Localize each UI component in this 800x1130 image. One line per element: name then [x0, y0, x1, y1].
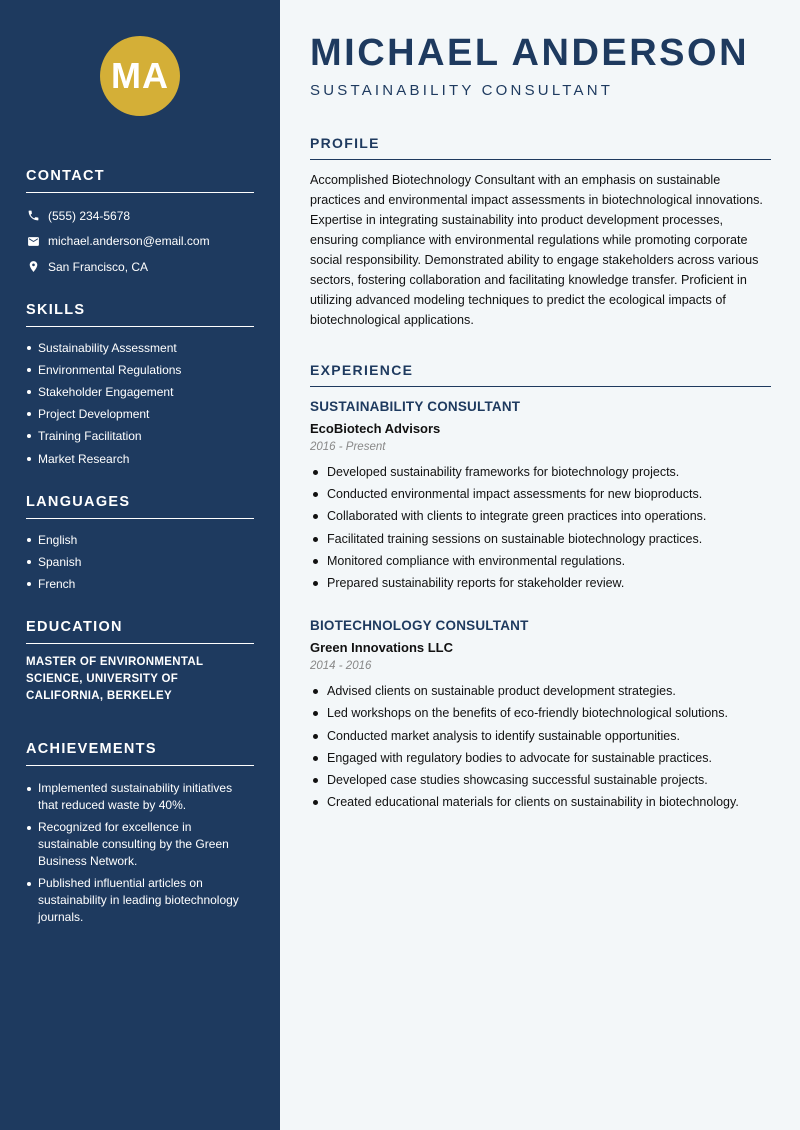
achievements-section [26, 741, 254, 926]
education-heading: EDUCATION [26, 619, 254, 644]
job-role: BIOTECHNOLOGY CONSULTANT [310, 618, 529, 634]
duty-item: Prepared sustainability reports for stakeholder review. [310, 572, 771, 594]
duty-item: Collaborated with clients to integrate green practices into operations. [310, 505, 771, 527]
location-pin-icon [26, 260, 40, 274]
contact-section [26, 168, 254, 280]
profile-heading: PROFILE [310, 135, 771, 160]
experience-heading: EXPERIENCE [310, 362, 771, 387]
main-content [280, 0, 800, 1130]
profile-text: Accomplished Biotechnology Consultant with an emphasis on sustainable practices and environmental impact assessments in biotechnological innovations. Expertise in integrating sustainability into product development processes, ensuring compliance with environmental regulations while promoting corporate social responsibility. Demonstrated ability to engage stakeholders across various sectors, fostering collaboration and facilitating knowledge transfer. Proficient in utilizing advanced modeling techniques to predict the ecological impacts of biotechnological applications. [310, 173, 763, 327]
contact-email-text: michael.anderson@email.com [48, 234, 210, 249]
contact-list [26, 203, 254, 280]
duty-item: Created educational materials for clients on sustainability in biotechnology. [310, 791, 771, 813]
skill-item: Project Development [26, 403, 254, 425]
job-dates: 2016 - Present [310, 441, 386, 453]
duty-item: Monitored compliance with environmental regulations. [310, 550, 771, 572]
sidebar [0, 0, 280, 1130]
duty-item: Developed case studies showcasing successful sustainable projects. [310, 769, 771, 791]
skills-section [26, 302, 254, 470]
achievements-list [26, 780, 254, 926]
contact-email [26, 229, 254, 255]
duty-item: Advised clients on sustainable product development strategies. [310, 680, 771, 702]
language-item: French [26, 573, 254, 595]
skill-item: Environmental Regulations [26, 359, 254, 381]
contact-heading: CONTACT [26, 168, 254, 193]
job-duties [310, 461, 771, 594]
achievement-item: Implemented sustainability initiatives that reduced waste by 40%. [26, 780, 254, 814]
duty-item: Engaged with regulatory bodies to advocate for sustainable practices. [310, 747, 771, 769]
language-item: Spanish [26, 551, 254, 573]
contact-location [26, 254, 254, 280]
language-item: English [26, 529, 254, 551]
languages-heading: LANGUAGES [26, 494, 254, 519]
candidate-title: SUSTAINABILITY CONSULTANT [310, 82, 614, 99]
contact-phone-text: (555) 234-5678 [48, 208, 131, 223]
profile-section [310, 135, 771, 330]
achievements-heading: ACHIEVEMENTS [26, 741, 254, 766]
job-entry [310, 399, 771, 594]
job-company: EcoBiotech Advisors [310, 421, 441, 436]
education-degree: MASTER OF ENVIRONMENTAL SCIENCE, UNIVERSITY OF CALIFORNIA, BERKELEY [26, 656, 204, 703]
achievement-item: Published influential articles on sustainability in leading biotechnology journals. [26, 875, 254, 926]
skills-list [26, 337, 254, 470]
skill-item: Stakeholder Engagement [26, 381, 254, 403]
job-duties [310, 680, 771, 813]
contact-location-text: San Francisco, CA [48, 259, 149, 274]
job-entry [310, 618, 771, 813]
duty-item: Conducted market analysis to identify sustainable opportunities. [310, 725, 771, 747]
avatar: MA [100, 36, 180, 116]
phone-icon [26, 209, 40, 223]
candidate-name: MICHAEL ANDERSON [310, 32, 750, 74]
languages-section [26, 494, 254, 596]
job-role: SUSTAINABILITY CONSULTANT [310, 399, 521, 414]
skill-item: Training Facilitation [26, 425, 254, 447]
email-icon [26, 234, 40, 248]
contact-phone [26, 203, 254, 229]
job-company: Green Innovations LLC [310, 640, 454, 656]
duty-item: Developed sustainability frameworks for biotechnology projects. [310, 461, 771, 483]
duty-item: Facilitated training sessions on sustainable biotechnology practices. [310, 528, 771, 550]
skill-item: Market Research [26, 448, 254, 470]
skill-item: Sustainability Assessment [26, 337, 254, 359]
achievement-item: Recognized for excellence in sustainable consulting by the Green Business Network. [26, 819, 254, 870]
experience-section [310, 362, 771, 813]
languages-list [26, 529, 254, 596]
job-dates: 2014 - 2016 [310, 660, 372, 673]
skills-heading: SKILLS [26, 302, 254, 327]
duty-item: Led workshops on the benefits of eco-friendly biotechnological solutions. [310, 702, 771, 724]
education-section [26, 619, 254, 705]
duty-item: Conducted environmental impact assessments for new bioproducts. [310, 483, 771, 505]
